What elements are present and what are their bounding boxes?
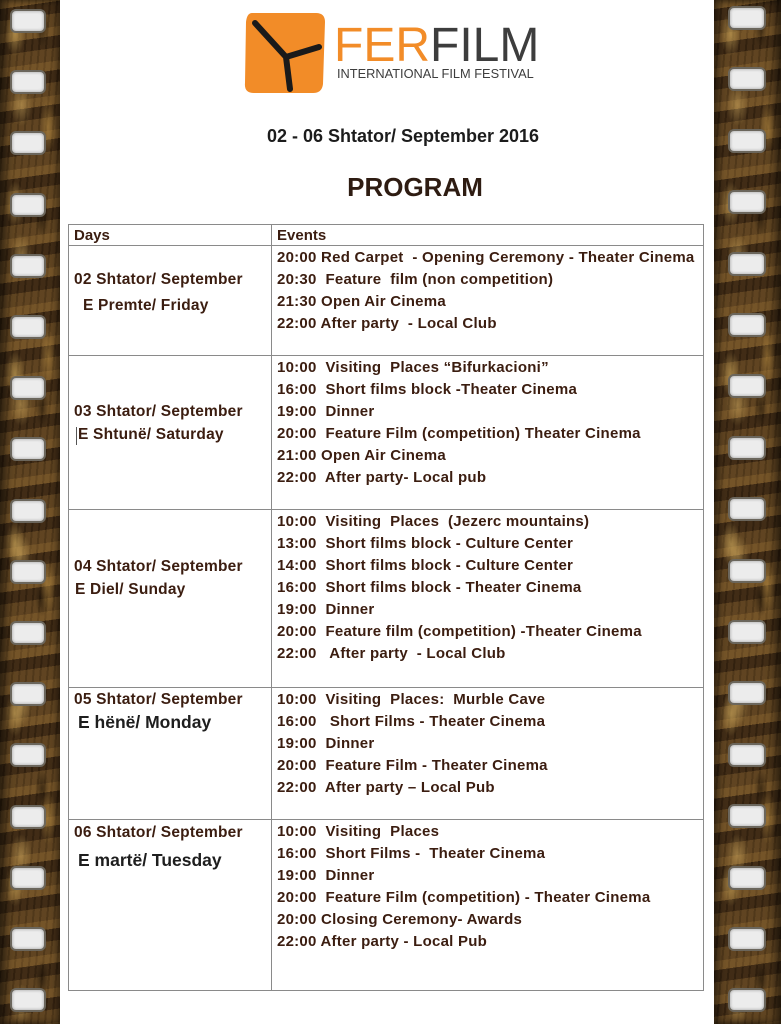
film-strip-right [714, 0, 781, 1024]
event-line: 19:00 Dinner [277, 403, 375, 420]
sprocket-hole [10, 437, 46, 461]
event-line: 16:00 Short films block - Theater Cinema [277, 579, 582, 596]
ferfilm-logo-icon [242, 10, 328, 96]
events-cell [272, 510, 703, 687]
events-cell [272, 356, 703, 509]
event-line: 19:00 Dinner [277, 601, 375, 618]
logo-wordmark-rest: FILM [430, 19, 540, 72]
sprocket-hole [10, 254, 46, 278]
table-row [69, 356, 703, 510]
sprocket-hole [728, 681, 766, 705]
day-weekday: E Shtunë/ Saturday [78, 426, 224, 443]
day-date: 06 Shtator/ September [74, 824, 243, 841]
day-date: 04 Shtator/ September [74, 558, 243, 575]
sprocket-hole [728, 497, 766, 521]
logo-wordmark-accent: FER [334, 19, 430, 72]
day-date: 02 Shtator/ September [74, 271, 243, 288]
event-line: 19:00 Dinner [277, 735, 375, 752]
logo-tagline: INTERNATIONAL FILM FESTIVAL [337, 66, 534, 81]
sprocket-hole [10, 743, 46, 767]
event-line: 10:00 Visiting Places: Murble Cave [277, 691, 546, 708]
day-date: 03 Shtator/ September [74, 403, 243, 420]
sprocket-hole [10, 131, 46, 155]
sprocket-hole [10, 376, 46, 400]
event-line: 22:00 After party - Local Club [277, 645, 506, 662]
sprocket-hole [728, 927, 766, 951]
sprocket-hole [10, 988, 46, 1012]
event-line: 16:00 Short Films - Theater Cinema [277, 713, 546, 730]
sprocket-hole [10, 866, 46, 890]
day-weekday: E Diel/ Sunday [75, 581, 186, 598]
event-line: 14:00 Short films block - Culture Center [277, 557, 574, 574]
event-line: 22:00 After party - Local Club [277, 315, 497, 332]
event-line: 16:00 Short films block -Theater Cinema [277, 381, 578, 398]
sprocket-hole [728, 620, 766, 644]
sprocket-hole [10, 193, 46, 217]
sprocket-hole [728, 743, 766, 767]
events-cell [272, 246, 703, 355]
program-table [68, 224, 704, 991]
sprocket-hole [728, 6, 766, 30]
sprocket-hole [728, 804, 766, 828]
sprocket-hole [10, 70, 46, 94]
day-cell [69, 356, 271, 509]
festival-dates: 02 - 06 Shtator/ September 2016 [266, 126, 540, 146]
event-line: 20:00 Feature Film (competition) - Theater Cinema [277, 889, 651, 906]
table-header-row [69, 225, 703, 246]
text-cursor-mark [76, 427, 77, 445]
sprocket-hole [728, 436, 766, 460]
events-cell [272, 820, 703, 990]
sprocket-hole [10, 682, 46, 706]
events-cell [272, 688, 703, 819]
day-weekday: E hënë/ Monday [78, 712, 212, 732]
event-line: 20:00 Feature Film - Theater Cinema [277, 757, 548, 774]
sprocket-hole [10, 499, 46, 523]
sprocket-hole [728, 67, 766, 91]
sprocket-hole [728, 129, 766, 153]
event-line: 20:00 Feature film (competition) -Theater Cinema [277, 623, 642, 640]
table-row [69, 820, 703, 990]
event-line: 16:00 Short Films - Theater Cinema [277, 845, 546, 862]
day-date: 05 Shtator/ September [74, 691, 243, 708]
sprocket-hole [10, 805, 46, 829]
day-cell [69, 688, 271, 819]
event-line: 22:00 After party- Local pub [277, 469, 487, 486]
sprocket-hole [10, 9, 46, 33]
event-line: 21:00 Open Air Cinema [277, 447, 446, 464]
logo-wordmark [334, 19, 540, 72]
column-divider [271, 225, 272, 990]
day-cell [69, 820, 271, 990]
event-line: 22:00 After party – Local Pub [277, 779, 495, 796]
event-line: 20:00 Closing Ceremony- Awards [277, 911, 523, 928]
day-weekday: E Premte/ Friday [83, 297, 209, 314]
event-line: 20:30 Feature film (non competition) [277, 271, 554, 288]
sprocket-hole [728, 988, 766, 1012]
sprocket-hole [728, 559, 766, 583]
event-line: 13:00 Short films block - Culture Center [277, 535, 574, 552]
sprocket-hole [10, 621, 46, 645]
sprocket-hole [10, 315, 46, 339]
day-weekday: E martë/ Tuesday [78, 850, 222, 870]
sprocket-hole [728, 190, 766, 214]
event-line: 20:00 Red Carpet - Opening Ceremony - Theater Cinema [277, 249, 695, 266]
event-line: 22:00 After party - Local Pub [277, 933, 488, 950]
event-line: 10:00 Visiting Places [277, 823, 440, 840]
sprocket-hole [10, 927, 46, 951]
table-row [69, 688, 703, 820]
event-line: 10:00 Visiting Places “Bifurkacioni” [277, 359, 549, 376]
event-line: 20:00 Feature Film (competition) Theater Cinema [277, 425, 641, 442]
film-strip-left [0, 0, 60, 1024]
sprocket-hole [10, 560, 46, 584]
sprocket-hole [728, 313, 766, 337]
day-cell [69, 510, 271, 687]
header-events: Events [277, 227, 327, 244]
table-row [69, 246, 703, 356]
table-row [69, 510, 703, 688]
day-cell [69, 246, 271, 355]
event-line: 21:30 Open Air Cinema [277, 293, 446, 310]
event-line: 19:00 Dinner [277, 867, 375, 884]
header-days: Days [74, 227, 110, 244]
sprocket-hole [728, 866, 766, 890]
event-line: 10:00 Visiting Places (Jezerc mountains) [277, 513, 590, 530]
sprocket-hole [728, 252, 766, 276]
page-title: PROGRAM [347, 172, 483, 202]
sprocket-hole [728, 374, 766, 398]
